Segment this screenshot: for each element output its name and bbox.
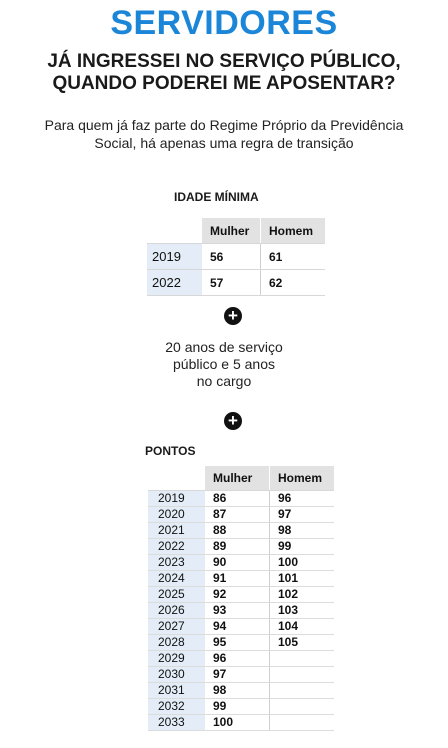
table-row [148,587,334,603]
row-homem [270,651,335,667]
table-row [148,491,334,507]
table-row [148,571,334,587]
pontos-title: PONTOS [145,444,196,458]
row-year: 2022 [147,270,202,296]
row-mulher: 90 [205,555,270,571]
row-mulher: 93 [205,603,270,619]
table-corner [147,218,202,244]
table-row [147,270,325,296]
table-row [147,244,325,270]
header-homem: Homem [270,466,335,491]
table-row [148,683,334,699]
table-row [148,603,334,619]
table-row [148,539,334,555]
row-year: 2024 [148,571,205,587]
row-year: 2027 [148,619,205,635]
subhead-line-1: JÁ INGRESSEI NO SERVIÇO PÚBLICO, [47,51,401,72]
row-mulher: 86 [205,491,270,507]
row-mulher: 89 [205,539,270,555]
row-homem: 102 [270,587,335,603]
plus-icon: + [224,412,242,430]
row-homem: 97 [270,507,335,523]
row-mulher: 99 [205,699,270,715]
row-year: 2031 [148,683,205,699]
row-homem: 61 [261,244,326,270]
row-homem: 100 [270,555,335,571]
plus-icon: + [224,307,242,325]
row-year: 2023 [148,555,205,571]
row-year: 2032 [148,699,205,715]
subhead-line-2: QUANDO PODEREI ME APOSENTAR? [52,73,396,94]
row-mulher: 98 [205,683,270,699]
table-row [148,507,334,523]
row-mulher: 96 [205,651,270,667]
requisito-line-1: 20 anos de serviço [165,339,283,355]
row-year: 2028 [148,635,205,651]
row-mulher: 100 [205,715,270,731]
row-mulher: 56 [202,244,261,270]
row-mulher: 92 [205,587,270,603]
requisito-line-2: público e 5 anos [173,356,275,372]
row-mulher: 95 [205,635,270,651]
header-mulher: Mulher [205,466,270,491]
intro-line-1: Para quem já faz parte do Regime Próprio da Previdência [44,117,404,133]
row-year: 2022 [148,539,205,555]
intro-text [0,116,448,152]
row-homem [270,699,335,715]
row-year: 2029 [148,651,205,667]
row-homem: 96 [270,491,335,507]
row-homem: 99 [270,539,335,555]
table-row [148,667,334,683]
row-year: 2019 [148,491,205,507]
row-year: 2026 [148,603,205,619]
row-mulher: 94 [205,619,270,635]
headline: SERVIDORES [110,4,338,42]
table-row [148,555,334,571]
table-row [148,651,334,667]
row-year: 2019 [147,244,202,270]
row-mulher: 91 [205,571,270,587]
row-homem: 105 [270,635,335,651]
row-year: 2033 [148,715,205,731]
idade-minima-table [147,218,325,296]
row-mulher: 97 [205,667,270,683]
requisito-text [0,339,448,390]
row-year: 2030 [148,667,205,683]
table-row [148,635,334,651]
row-mulher: 88 [205,523,270,539]
row-homem [270,683,335,699]
table-row [148,523,334,539]
row-homem: 98 [270,523,335,539]
row-homem [270,667,335,683]
header-mulher: Mulher [202,218,261,244]
row-year: 2021 [148,523,205,539]
row-homem: 104 [270,619,335,635]
table-row [148,699,334,715]
intro-line-2: Social, há apenas uma regra de transição [94,135,354,151]
table-corner [148,466,205,491]
header-homem: Homem [261,218,326,244]
table-row [148,715,334,731]
row-homem: 103 [270,603,335,619]
row-year: 2020 [148,507,205,523]
subhead [0,51,448,95]
row-year: 2025 [148,587,205,603]
table-row [148,619,334,635]
row-mulher: 87 [205,507,270,523]
idade-minima-title: IDADE MÍNIMA [174,190,259,204]
row-mulher: 57 [202,270,261,296]
row-homem: 62 [261,270,326,296]
row-homem: 101 [270,571,335,587]
pontos-table [148,466,334,731]
row-homem [270,715,335,731]
requisito-line-3: no cargo [196,373,252,389]
